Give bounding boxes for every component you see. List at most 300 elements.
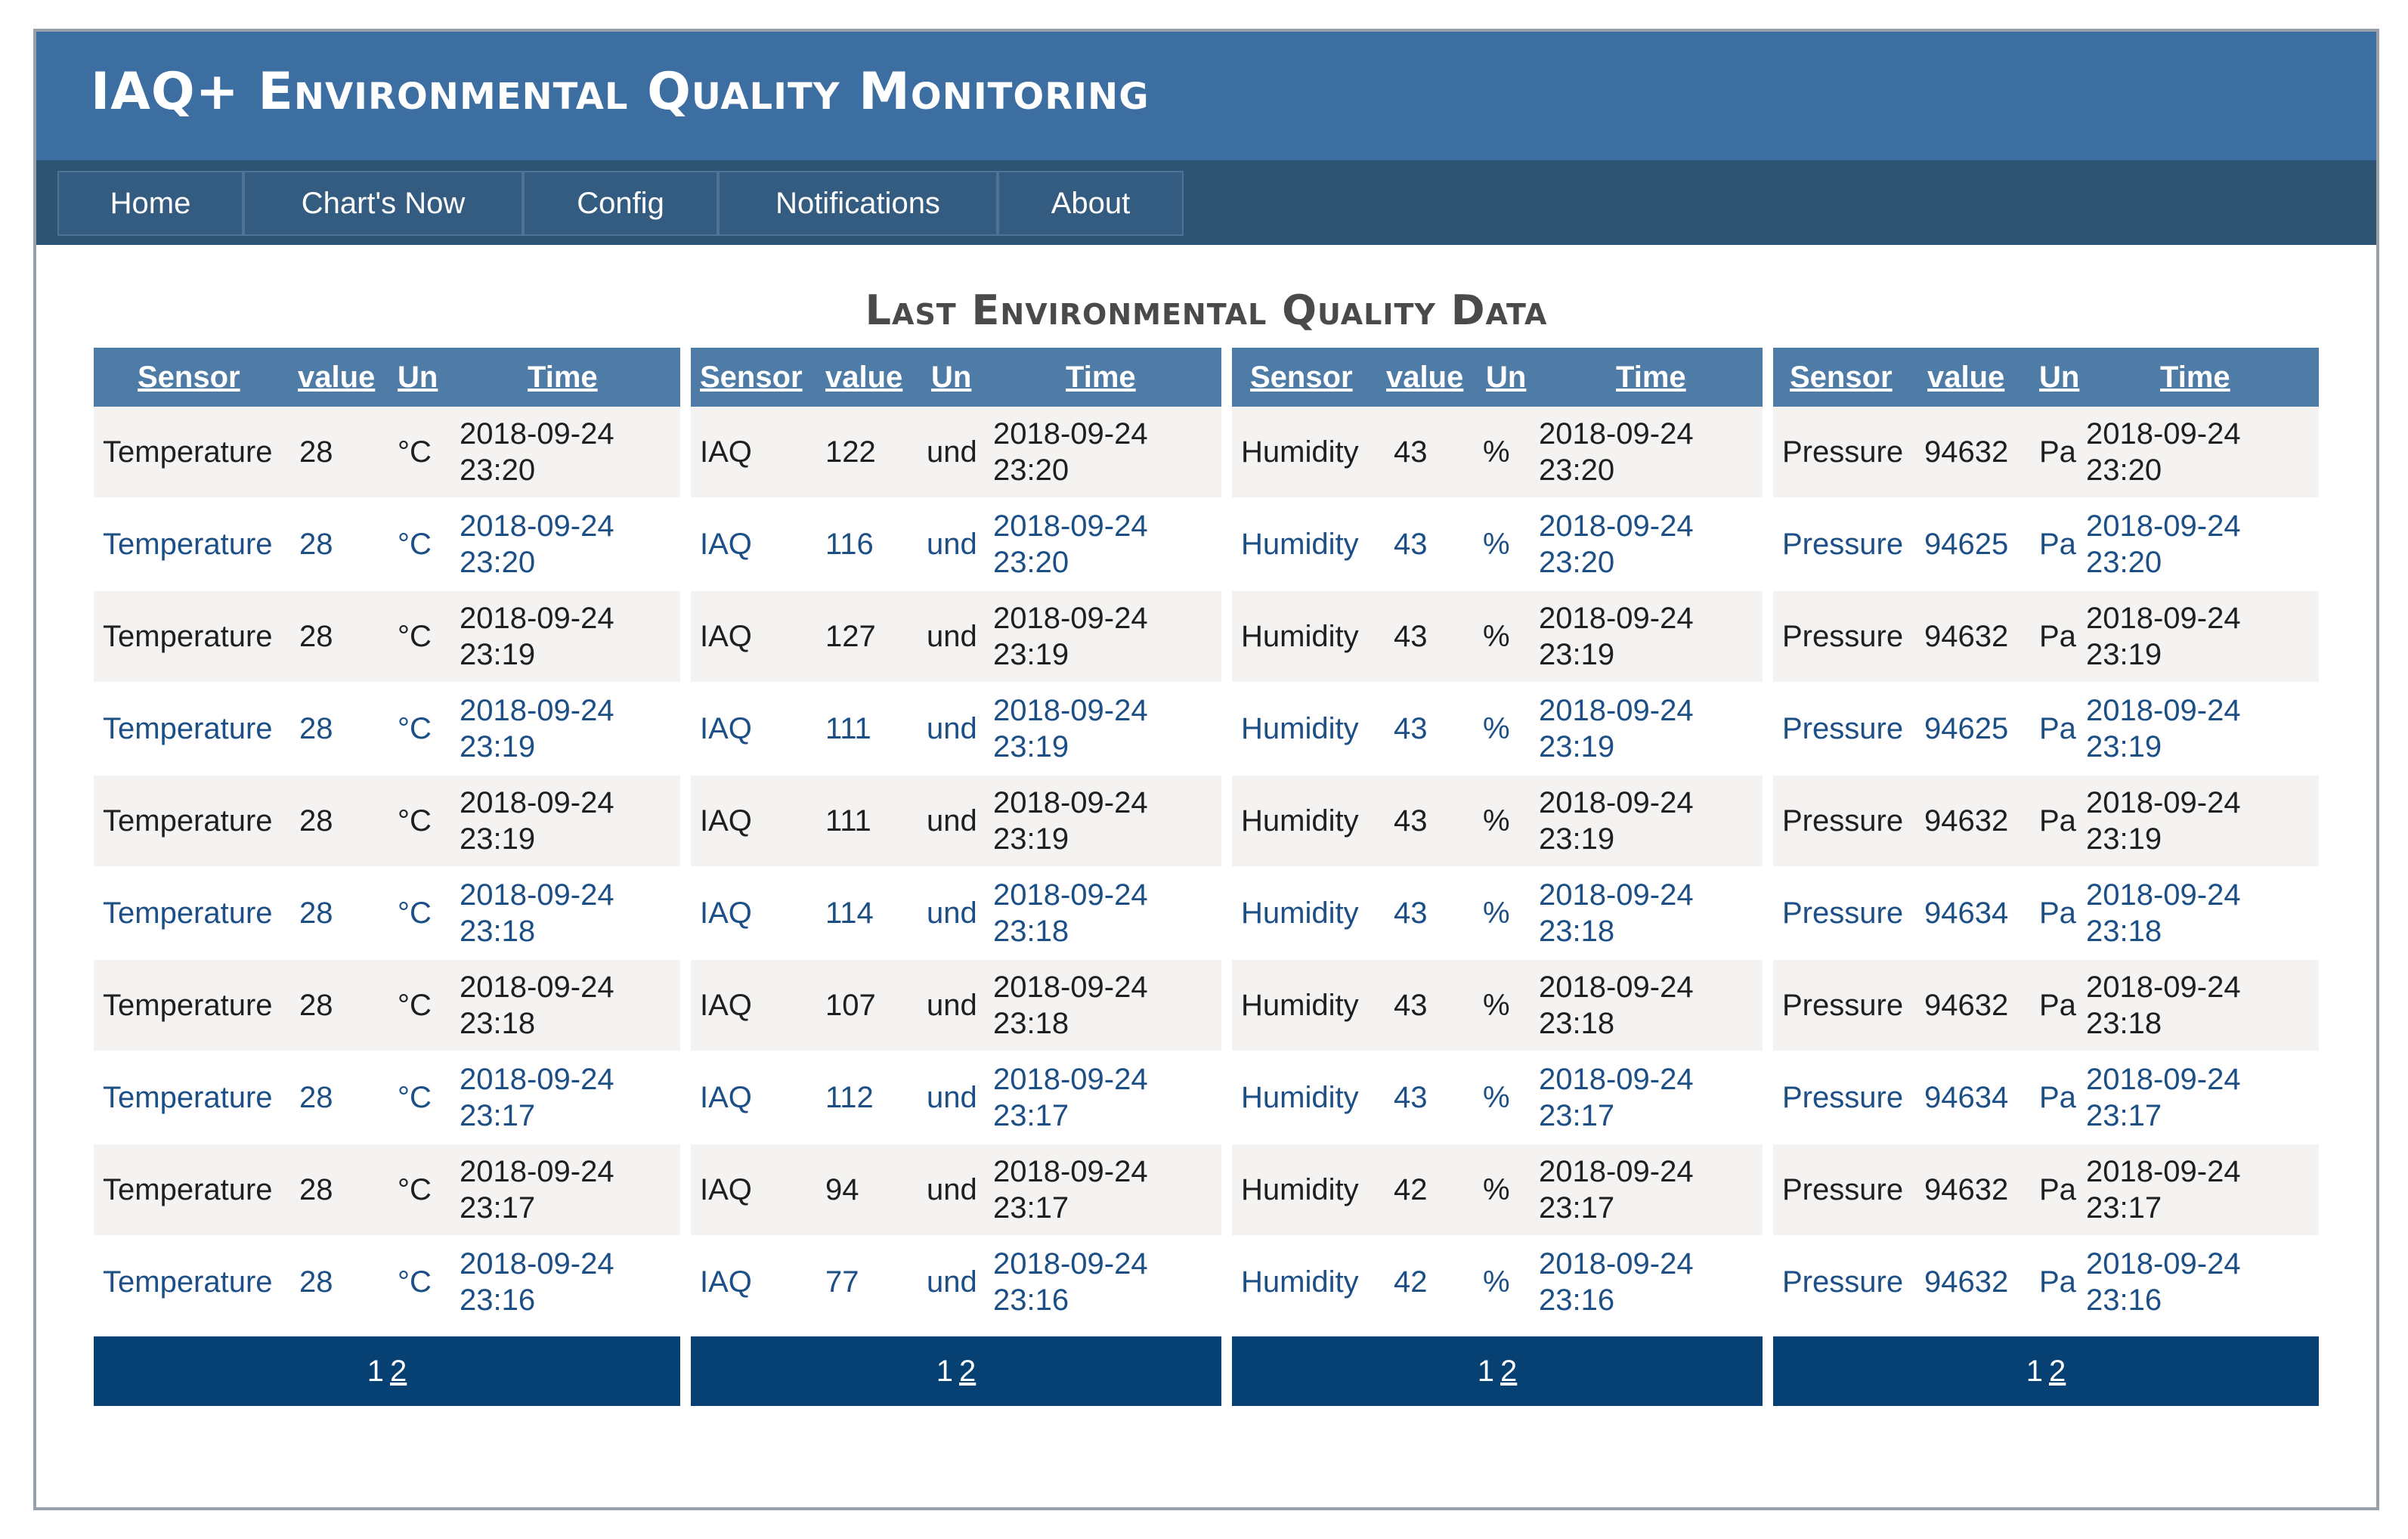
- timestamp-date: 2018-09-24: [2086, 971, 2241, 1004]
- sensor-name: Pressure: [1782, 619, 1904, 653]
- sensor-unit: °C: [398, 1080, 432, 1114]
- table-row: [94, 960, 680, 1051]
- column-header-sensor[interactable]: Sensor: [1250, 361, 1353, 394]
- timestamp: [2086, 785, 2241, 857]
- column-header-value[interactable]: value: [1386, 361, 1464, 394]
- sensor-name: Pressure: [1782, 527, 1904, 561]
- timestamp-time: 23:17: [1539, 1191, 1615, 1225]
- column-header-sensor[interactable]: Sensor: [1790, 361, 1893, 394]
- timestamp-date: 2018-09-24: [460, 602, 614, 635]
- pagination: [1773, 1336, 2319, 1406]
- sensor-value: 111: [825, 711, 871, 745]
- sensor-name: Pressure: [1782, 1172, 1904, 1206]
- pagination: [1232, 1336, 1763, 1406]
- sensor-name: Pressure: [1782, 1080, 1904, 1114]
- timestamp: [993, 692, 1148, 765]
- column-header-unit[interactable]: Un: [398, 361, 438, 394]
- sensor-name: IAQ: [700, 896, 752, 930]
- sensor-unit: %: [1483, 1265, 1510, 1299]
- timestamp-date: 2018-09-24: [2086, 1155, 2241, 1188]
- table-row: [94, 591, 680, 682]
- sensor-name: IAQ: [700, 988, 752, 1022]
- table-row[interactable]: [1232, 1237, 1763, 1327]
- timestamp: [460, 692, 614, 765]
- sensor-unit: %: [1483, 1080, 1510, 1114]
- sensor-unit: %: [1483, 711, 1510, 745]
- timestamp-date: 2018-09-24: [1539, 1063, 1694, 1096]
- sensor-unit: und: [927, 435, 977, 469]
- timestamp-date: 2018-09-24: [1539, 786, 1694, 819]
- timestamp-date: 2018-09-24: [2086, 417, 2241, 451]
- table-row: [94, 776, 680, 866]
- timestamp-time: 23:17: [1539, 1099, 1615, 1132]
- sensor-unit: Pa: [2039, 1172, 2076, 1206]
- sensor-value: 77: [825, 1265, 859, 1299]
- table-row: [94, 1144, 680, 1235]
- timestamp-date: 2018-09-24: [1539, 602, 1694, 635]
- sensor-unit: °C: [398, 619, 432, 653]
- sensor-value: 43: [1394, 527, 1428, 561]
- table-row: [1232, 960, 1763, 1051]
- table-row: [1773, 407, 2319, 497]
- timestamp-time: 23:19: [993, 822, 1069, 856]
- table-row: [1773, 776, 2319, 866]
- timestamp-time: 23:18: [993, 1007, 1069, 1040]
- sensor-unit: °C: [398, 896, 432, 930]
- sensor-unit: und: [927, 1080, 977, 1114]
- page-1: 1: [2026, 1355, 2043, 1388]
- sensor-unit: und: [927, 619, 977, 653]
- timestamp: [460, 416, 614, 488]
- timestamp-time: 23:20: [460, 454, 536, 487]
- timestamp: [460, 1246, 614, 1318]
- sensor-name: IAQ: [700, 804, 752, 838]
- timestamp: [2086, 692, 2241, 765]
- sensor-value: 94625: [1924, 527, 2009, 561]
- sensor-name: Humidity: [1241, 1265, 1359, 1299]
- page-2-link[interactable]: 2: [959, 1355, 977, 1388]
- timestamp: [2086, 600, 2241, 673]
- sensor-value: 43: [1394, 435, 1428, 469]
- timestamp: [2086, 1246, 2241, 1318]
- timestamp: [460, 1061, 614, 1134]
- sensor-unit: °C: [398, 1172, 432, 1206]
- sensor-table: [691, 348, 1221, 1403]
- sensor-unit: %: [1483, 619, 1510, 653]
- timestamp: [2086, 1061, 2241, 1134]
- sensor-name: Humidity: [1241, 1172, 1359, 1206]
- timestamp-date: 2018-09-24: [460, 1155, 614, 1188]
- timestamp: [993, 1246, 1148, 1318]
- timestamp-time: 23:18: [993, 915, 1069, 948]
- timestamp-date: 2018-09-24: [1539, 1247, 1694, 1280]
- table-row[interactable]: [691, 1237, 1221, 1327]
- sensor-value: 122: [825, 435, 876, 469]
- sensor-value: 28: [299, 1080, 333, 1114]
- sensor-value: 94634: [1924, 1080, 2009, 1114]
- sensor-unit: %: [1483, 988, 1510, 1022]
- timestamp-time: 23:17: [2086, 1191, 2162, 1225]
- sensor-value: 28: [299, 988, 333, 1022]
- timestamp-date: 2018-09-24: [993, 417, 1148, 451]
- timestamp-time: 23:19: [993, 638, 1069, 671]
- table-row[interactable]: [1232, 683, 1763, 774]
- sensor-unit: Pa: [2039, 896, 2076, 930]
- sensor-name: Humidity: [1241, 619, 1359, 653]
- timestamp-date: 2018-09-24: [2086, 509, 2241, 543]
- timestamp-time: 23:19: [2086, 638, 2162, 671]
- timestamp: [460, 508, 614, 581]
- timestamp-date: 2018-09-24: [993, 509, 1148, 543]
- table-row[interactable]: [1232, 499, 1763, 590]
- table-row[interactable]: [691, 683, 1221, 774]
- table-header: [1773, 348, 2319, 407]
- timestamp: [460, 1153, 614, 1226]
- timestamp-date: 2018-09-24: [460, 694, 614, 727]
- timestamp-time: 23:17: [993, 1191, 1069, 1225]
- sensor-unit: %: [1483, 804, 1510, 838]
- timestamp: [993, 1153, 1148, 1226]
- sensor-unit: °C: [398, 1265, 432, 1299]
- page-2-link[interactable]: 2: [2049, 1355, 2066, 1388]
- timestamp-time: 23:18: [1539, 915, 1615, 948]
- sensor-unit: °C: [398, 527, 432, 561]
- timestamp: [460, 877, 614, 949]
- sensor-unit: Pa: [2039, 1080, 2076, 1114]
- timestamp-time: 23:18: [460, 1007, 536, 1040]
- timestamp-time: 23:16: [1539, 1284, 1615, 1317]
- pagination: [691, 1336, 1221, 1406]
- sensor-value: 127: [825, 619, 876, 653]
- timestamp: [993, 785, 1148, 857]
- timestamp-date: 2018-09-24: [2086, 878, 2241, 912]
- table-row: [691, 591, 1221, 682]
- sensor-name: IAQ: [700, 1265, 752, 1299]
- sensor-value: 94632: [1924, 1172, 2009, 1206]
- table-row[interactable]: [1773, 1052, 2319, 1143]
- sensor-value: 42: [1394, 1265, 1428, 1299]
- table-row[interactable]: [691, 1052, 1221, 1143]
- sensor-name: Pressure: [1782, 1265, 1904, 1299]
- sensor-unit: %: [1483, 527, 1510, 561]
- timestamp-time: 23:17: [993, 1099, 1069, 1132]
- sensor-name: Temperature: [103, 988, 273, 1022]
- table-row[interactable]: [1773, 868, 2319, 958]
- sensor-unit: Pa: [2039, 527, 2076, 561]
- sensor-unit: Pa: [2039, 804, 2076, 838]
- timestamp-time: 23:19: [460, 730, 536, 763]
- sensor-value: 43: [1394, 896, 1428, 930]
- sensor-unit: und: [927, 527, 977, 561]
- table-row[interactable]: [94, 683, 680, 774]
- timestamp-time: 23:16: [460, 1284, 536, 1317]
- sensor-value: 114: [825, 896, 874, 930]
- timestamp-time: 23:19: [2086, 822, 2162, 856]
- timestamp-time: 23:16: [993, 1284, 1069, 1317]
- timestamp-time: 23:18: [2086, 1007, 2162, 1040]
- sensor-table: [1232, 348, 1763, 1403]
- timestamp: [460, 600, 614, 673]
- timestamp-date: 2018-09-24: [460, 1063, 614, 1096]
- timestamp-time: 23:19: [1539, 822, 1615, 856]
- sensor-name: Temperature: [103, 1265, 273, 1299]
- app-title: IAQ+ Environmental Quality Monitoring: [91, 62, 1150, 122]
- nav-bar: [36, 160, 2376, 245]
- sensor-value: 111: [825, 804, 871, 838]
- sensor-value: 94625: [1924, 711, 2009, 745]
- timestamp-date: 2018-09-24: [993, 602, 1148, 635]
- sensor-name: IAQ: [700, 527, 752, 561]
- timestamp-date: 2018-09-24: [1539, 694, 1694, 727]
- timestamp-time: 23:17: [2086, 1099, 2162, 1132]
- sensor-name: IAQ: [700, 1172, 752, 1206]
- sensor-name: Temperature: [103, 1080, 273, 1114]
- column-header-sensor[interactable]: Sensor: [138, 361, 240, 394]
- timestamp-date: 2018-09-24: [993, 1247, 1148, 1280]
- table-row: [1773, 591, 2319, 682]
- sensor-name: Temperature: [103, 527, 273, 561]
- timestamp-date: 2018-09-24: [2086, 694, 2241, 727]
- timestamp: [1539, 600, 1694, 673]
- column-header-sensor[interactable]: Sensor: [700, 361, 803, 394]
- sensor-unit: und: [927, 1172, 977, 1206]
- sensor-value: 94632: [1924, 1265, 2009, 1299]
- table-row: [1232, 1144, 1763, 1235]
- timestamp-time: 23:16: [2086, 1284, 2162, 1317]
- timestamp-time: 23:19: [2086, 730, 2162, 763]
- sensor-name: Temperature: [103, 804, 273, 838]
- timestamp-time: 23:19: [460, 822, 536, 856]
- timestamp-date: 2018-09-24: [1539, 878, 1694, 912]
- sensor-unit: °C: [398, 804, 432, 838]
- timestamp-time: 23:20: [2086, 454, 2162, 487]
- table-row[interactable]: [1773, 683, 2319, 774]
- sensor-value: 42: [1394, 1172, 1428, 1206]
- timestamp-date: 2018-09-24: [460, 971, 614, 1004]
- sensor-name: Pressure: [1782, 988, 1904, 1022]
- sensor-value: 116: [825, 527, 874, 561]
- table-row: [1773, 1144, 2319, 1235]
- sensor-table: [1773, 348, 2319, 1403]
- sensor-value: 28: [299, 1265, 333, 1299]
- sensor-value: 28: [299, 711, 333, 745]
- sensor-unit: Pa: [2039, 435, 2076, 469]
- sensor-value: 43: [1394, 711, 1428, 745]
- sensor-unit: Pa: [2039, 619, 2076, 653]
- sensor-value: 28: [299, 527, 333, 561]
- timestamp-time: 23:20: [1539, 454, 1615, 487]
- sensor-value: 28: [299, 435, 333, 469]
- sensor-unit: Pa: [2039, 988, 2076, 1022]
- timestamp-time: 23:20: [1539, 546, 1615, 579]
- timestamp-date: 2018-09-24: [460, 878, 614, 912]
- page-2-link[interactable]: 2: [390, 1355, 407, 1388]
- section-title: Last Environmental Quality Data: [865, 286, 1548, 334]
- timestamp-time: 23:18: [2086, 915, 2162, 948]
- timestamp: [1539, 877, 1694, 949]
- sensor-unit: °C: [398, 711, 432, 745]
- table-row[interactable]: [94, 499, 680, 590]
- sensor-name: Temperature: [103, 896, 273, 930]
- timestamp-date: 2018-09-24: [460, 509, 614, 543]
- sensor-value: 107: [825, 988, 876, 1022]
- sensor-name: Humidity: [1241, 804, 1359, 838]
- sensor-unit: %: [1483, 435, 1510, 469]
- sensor-name: Humidity: [1241, 988, 1359, 1022]
- table-row: [1232, 776, 1763, 866]
- table-row[interactable]: [94, 868, 680, 958]
- column-header-value[interactable]: value: [1927, 361, 2005, 394]
- timestamp: [993, 600, 1148, 673]
- timestamp-time: 23:20: [460, 546, 536, 579]
- table-row[interactable]: [94, 1052, 680, 1143]
- column-header-time[interactable]: Time: [2160, 361, 2230, 394]
- sensor-name: Pressure: [1782, 435, 1904, 469]
- sensor-unit: °C: [398, 435, 432, 469]
- timestamp: [993, 969, 1148, 1042]
- sensor-value: 94632: [1924, 435, 2009, 469]
- timestamp-date: 2018-09-24: [1539, 971, 1694, 1004]
- sensor-name: Temperature: [103, 619, 273, 653]
- timestamp-date: 2018-09-24: [993, 1063, 1148, 1096]
- timestamp: [993, 877, 1148, 949]
- table-row: [691, 776, 1221, 866]
- timestamp-date: 2018-09-24: [2086, 1063, 2241, 1096]
- timestamp-date: 2018-09-24: [460, 417, 614, 451]
- table-row[interactable]: [691, 868, 1221, 958]
- table-row[interactable]: [1773, 1237, 2319, 1327]
- timestamp: [1539, 785, 1694, 857]
- sensor-name: IAQ: [700, 711, 752, 745]
- column-header-time[interactable]: Time: [1066, 361, 1136, 394]
- table-row[interactable]: [1232, 1052, 1763, 1143]
- timestamp: [1539, 969, 1694, 1042]
- sensor-value: 43: [1394, 804, 1428, 838]
- table-row: [691, 407, 1221, 497]
- table-row[interactable]: [1773, 499, 2319, 590]
- table-row[interactable]: [691, 499, 1221, 590]
- sensor-value: 94632: [1924, 988, 2009, 1022]
- timestamp: [993, 1061, 1148, 1134]
- page-1: 1: [1477, 1355, 1494, 1388]
- sensor-unit: Pa: [2039, 1265, 2076, 1299]
- sensor-value: 28: [299, 896, 333, 930]
- sensor-value: 94632: [1924, 619, 2009, 653]
- timestamp-date: 2018-09-24: [993, 694, 1148, 727]
- timestamp: [1539, 692, 1694, 765]
- table-row: [1232, 407, 1763, 497]
- timestamp-time: 23:17: [460, 1099, 536, 1132]
- nav-charts-now[interactable]: Chart's Now: [243, 171, 523, 236]
- sensor-unit: und: [927, 804, 977, 838]
- timestamp-date: 2018-09-24: [993, 1155, 1148, 1188]
- app-window: [33, 29, 2379, 1510]
- sensor-name: Temperature: [103, 435, 273, 469]
- timestamp: [460, 969, 614, 1042]
- timestamp-time: 23:19: [1539, 638, 1615, 671]
- timestamp: [2086, 508, 2241, 581]
- column-header-time[interactable]: Time: [528, 361, 598, 394]
- pagination: [94, 1336, 680, 1406]
- column-header-value[interactable]: value: [825, 361, 903, 394]
- timestamp-time: 23:20: [993, 546, 1069, 579]
- timestamp-time: 23:19: [1539, 730, 1615, 763]
- page-1: 1: [936, 1355, 953, 1388]
- timestamp-time: 23:19: [460, 638, 536, 671]
- timestamp: [2086, 877, 2241, 949]
- timestamp: [460, 785, 614, 857]
- sensor-unit: und: [927, 896, 977, 930]
- column-header-unit[interactable]: Un: [2039, 361, 2080, 394]
- sensor-table: [94, 348, 680, 1403]
- table-header: [1232, 348, 1763, 407]
- column-header-time[interactable]: Time: [1616, 361, 1686, 394]
- sensor-unit: und: [927, 988, 977, 1022]
- sensor-value: 43: [1394, 1080, 1428, 1114]
- timestamp-time: 23:19: [993, 730, 1069, 763]
- timestamp: [1539, 1153, 1694, 1226]
- table-row: [691, 1144, 1221, 1235]
- sensor-name: Humidity: [1241, 896, 1359, 930]
- table-row[interactable]: [1232, 868, 1763, 958]
- sensor-name: Humidity: [1241, 711, 1359, 745]
- timestamp: [2086, 1153, 2241, 1226]
- timestamp-time: 23:18: [1539, 1007, 1615, 1040]
- timestamp: [1539, 416, 1694, 488]
- timestamp-date: 2018-09-24: [993, 786, 1148, 819]
- sensor-value: 43: [1394, 988, 1428, 1022]
- page-2-link[interactable]: 2: [1500, 1355, 1518, 1388]
- timestamp-date: 2018-09-24: [1539, 1155, 1694, 1188]
- sensor-value: 94632: [1924, 804, 2009, 838]
- timestamp: [1539, 1246, 1694, 1318]
- timestamp-date: 2018-09-24: [1539, 417, 1694, 451]
- sensor-name: Pressure: [1782, 804, 1904, 838]
- sensor-value: 28: [299, 804, 333, 838]
- timestamp-date: 2018-09-24: [2086, 1247, 2241, 1280]
- column-header-value[interactable]: value: [298, 361, 376, 394]
- timestamp-time: 23:17: [460, 1191, 536, 1225]
- nav-home[interactable]: Home: [57, 171, 243, 236]
- column-header-unit[interactable]: Un: [1486, 361, 1527, 394]
- table-row[interactable]: [94, 1237, 680, 1327]
- sensor-value: 94: [825, 1172, 859, 1206]
- timestamp-time: 23:20: [993, 454, 1069, 487]
- timestamp-date: 2018-09-24: [1539, 509, 1694, 543]
- timestamp-date: 2018-09-24: [2086, 786, 2241, 819]
- timestamp-time: 23:20: [2086, 546, 2162, 579]
- nav-config[interactable]: Config: [523, 171, 718, 236]
- sensor-value: 43: [1394, 619, 1428, 653]
- timestamp: [1539, 508, 1694, 581]
- sensor-name: Pressure: [1782, 896, 1904, 930]
- page-1: 1: [367, 1355, 384, 1388]
- timestamp: [2086, 969, 2241, 1042]
- timestamp-date: 2018-09-24: [993, 878, 1148, 912]
- timestamp: [993, 416, 1148, 488]
- nav-about[interactable]: About: [998, 171, 1184, 236]
- table-header: [691, 348, 1221, 407]
- sensor-value: 112: [825, 1080, 874, 1114]
- sensor-name: Humidity: [1241, 527, 1359, 561]
- sensor-name: Pressure: [1782, 711, 1904, 745]
- column-header-unit[interactable]: Un: [931, 361, 972, 394]
- sensor-name: Humidity: [1241, 1080, 1359, 1114]
- nav-notifications[interactable]: Notifications: [718, 171, 998, 236]
- sensor-unit: %: [1483, 896, 1510, 930]
- timestamp-date: 2018-09-24: [460, 786, 614, 819]
- table-row: [691, 960, 1221, 1051]
